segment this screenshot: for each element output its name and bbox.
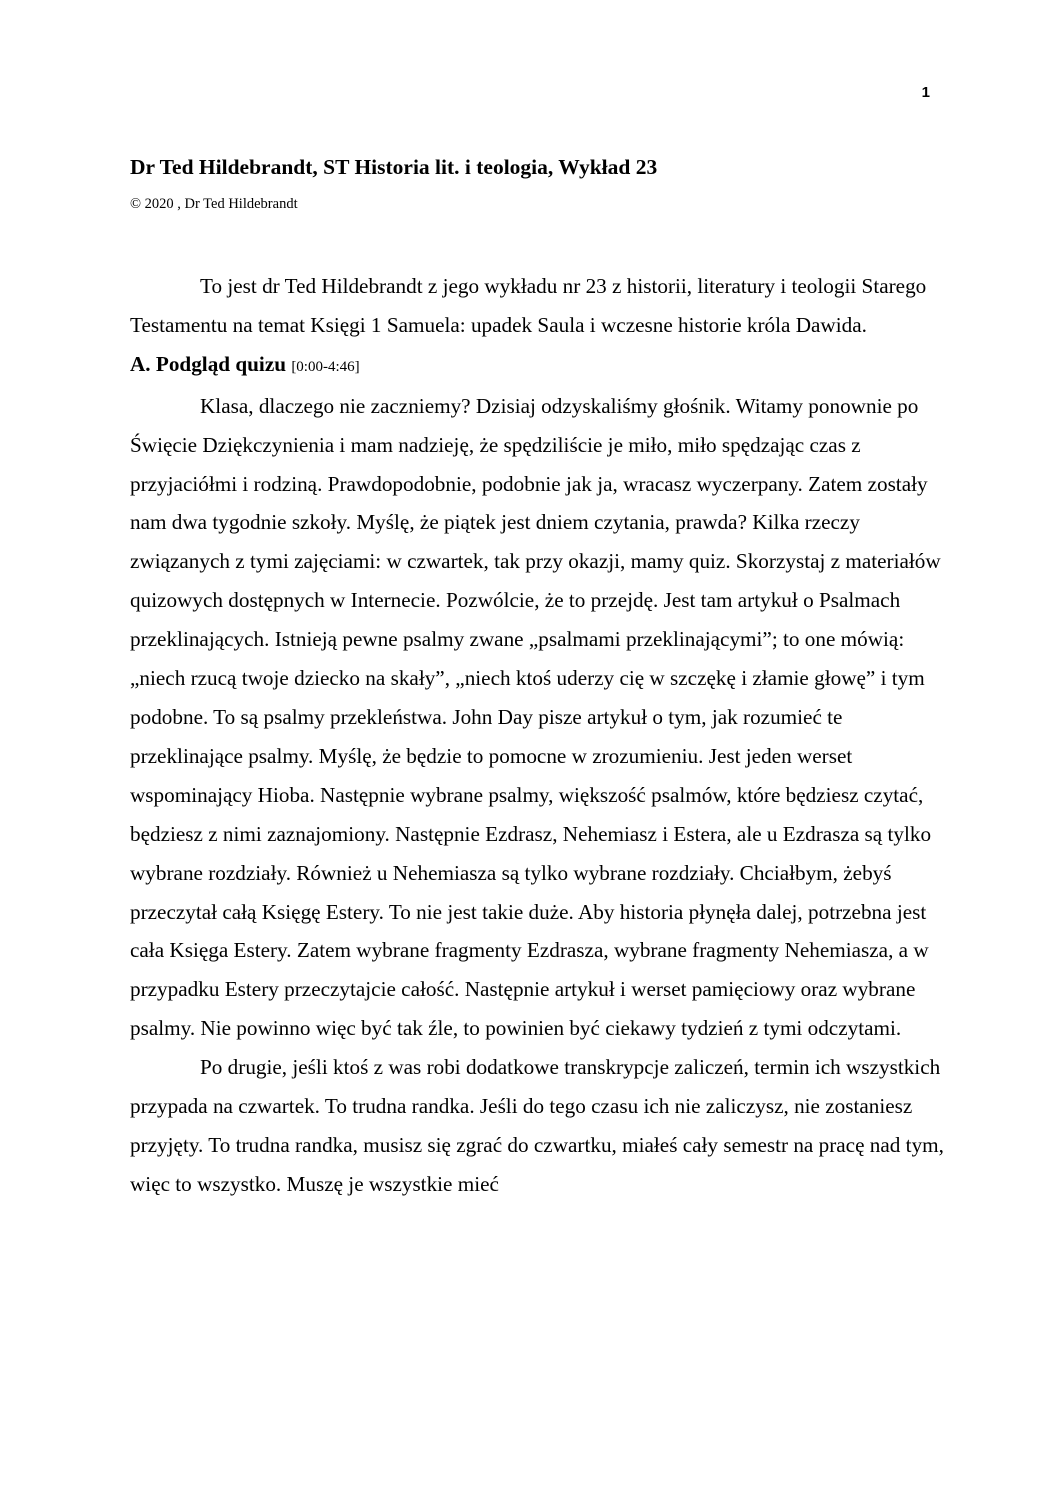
- document-body: [130, 267, 945, 1204]
- page-number: 1: [921, 84, 930, 101]
- section-heading-text: A. Podgląd quizu: [130, 351, 287, 376]
- body-paragraph-1: Klasa, dlaczego nie zaczniemy? Dzisiaj odzyskaliśmy głośnik. Witamy ponownie po Święcie Dziękczynienia i mam nadzieję, że spędziliście je miło, miło spędzając czas z przyjaciółmi i rodziną. Prawdopodobnie, podobnie jak ja, wracasz wyczerpany. Zatem zostały nam dwa tygodnie szkoły. Myślę, że piątek jest dniem czytania, prawda? Kilka rzeczy związanych z tymi zajęciami: w czwartek, tak przy okazji, mamy quiz. Skorzystaj z materiałów quizowych dostępnych w Internecie. Pozwólcie, że to przejdę. Jest tam artykuł o Psalmach przeklinających. Istnieją pewne psalmy zwane „psalmami przeklinającymi”; to one mówią: „niech rzucą twoje dziecko na skały”, „niech ktoś uderzy cię w szczękę i złamie głowę” i tym podobne. To są psalmy przekleństwa. John Day pisze artykuł o tym, jak rozumieć te przeklinające psalmy. Myślę, że będzie to pomocne w zrozumieniu. Jest jeden werset wspominający Hioba. Następnie wybrane psalmy, większość psalmów, które będziesz czytać, będziesz z nimi zaznajomiony. Następnie Ezdrasz, Nehemiasz i Estera, ale u Ezdrasza są tylko wybrane rozdziały. Również u Nehemiasza są tylko wybrane rozdziały. Chciałbym, żebyś przeczytał całą Księgę Estery. To nie jest takie duże. Aby historia płynęła dalej, potrzebna jest cała Księga Estery. Zatem wybrane fragmenty Ezdrasza, wybrane fragmenty Nehemiasza, a w przypadku Estery przeczytajcie całość. Następnie artykuł i werset pamięciowy oraz wybrane psalmy. Nie powinno więc być tak źle, to powinien być ciekawy tydzień z tymi odczytami.: [130, 393, 941, 1041]
- intro-paragraph: To jest dr Ted Hildebrandt z jego wykładu nr 23 z historii, literatury i teologii Starego Testamentu na temat Księgi 1 Samuela: upadek Saula i wczesne historie króla Dawida.: [130, 274, 927, 337]
- section-heading: [130, 345, 945, 387]
- document-title: Dr Ted Hildebrandt, ST Historia lit. i teologia, Wykład 23: [130, 155, 658, 179]
- copyright-line: © 2020 , Dr Ted Hildebrandt: [130, 196, 298, 212]
- body-paragraph-2: Po drugie, jeśli ktoś z was robi dodatkowe transkrypcje zaliczeń, termin ich wszystkich przypada na czwartek. To trudna randka. Jeśli do tego czasu ich nie zaliczysz, nie zostaniesz przyjęty. To trudna randka, musisz się zgrać do czwartku, miałeś cały semestr na pracę nad tym, więc to wszystko. Muszę je wszystkie mieć: [130, 1055, 944, 1196]
- section-timestamp: [0:00-4:46]: [291, 358, 360, 375]
